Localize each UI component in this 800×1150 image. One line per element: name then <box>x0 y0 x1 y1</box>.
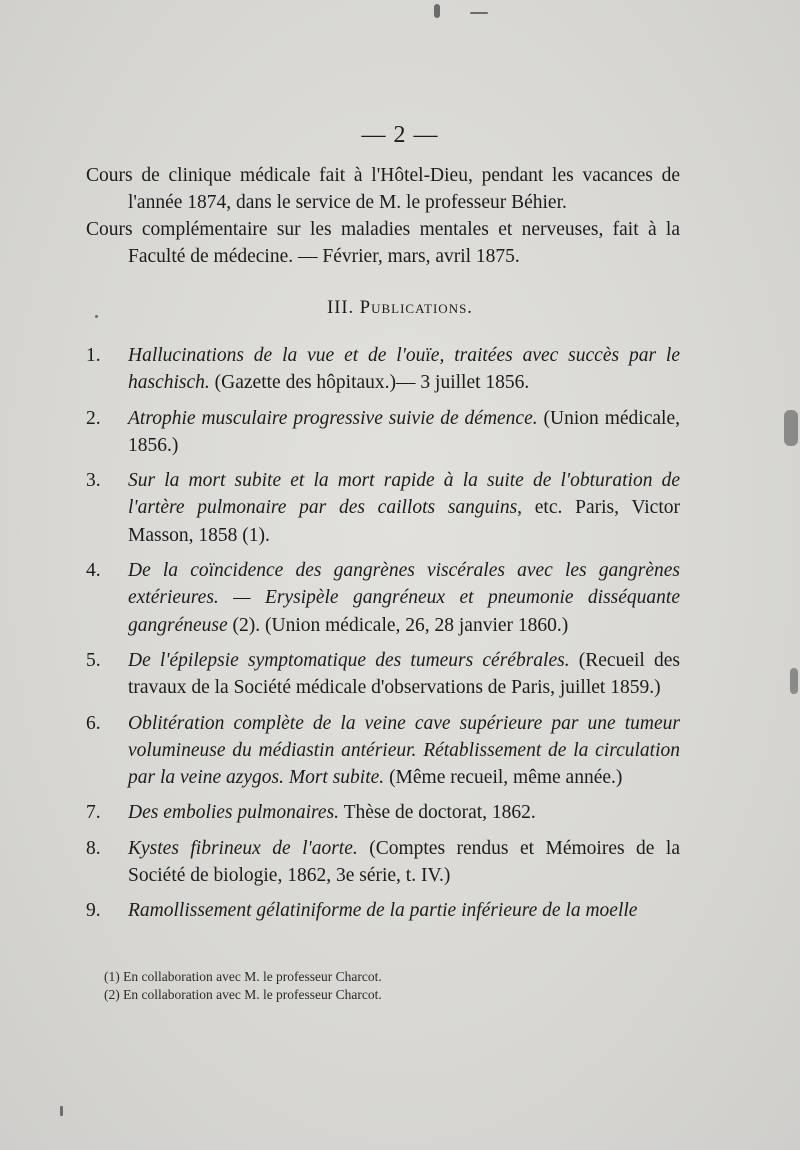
publication-number: 6. <box>86 712 101 734</box>
publication-title: Kystes fibrineux de l'aorte. <box>128 837 358 859</box>
scan-speck <box>470 12 488 14</box>
publication-source: (Même recueil, même année.) <box>384 767 623 789</box>
publication-title: Atrophie musculaire progressive suivie de démence. <box>128 407 538 429</box>
publication-source: (Recueil des travaux de la Société médicale d'observations de Paris, juillet 1859.) <box>128 649 680 699</box>
course-entry-hotel-dieu: Cours de clinique médicale fait à l'Hôtel-Dieu, pendant les vacances de l'année 1874, dans le service de M. le professeur Béhier. <box>86 165 680 213</box>
publication-title: Sur la mort subite et la mort rapide à la suite de l'obturation de l'artère pulmonaire par des caillots sanguins, <box>128 470 680 519</box>
publication-source: Thèse de doctorat, 1862. <box>339 802 536 824</box>
course-entry-faculte: Cours complémentaire sur les maladies mentales et nerveuses, fait à la Faculté de médecine. — Février, mars, avril 1875. <box>86 219 680 267</box>
publication-item <box>86 835 680 890</box>
publication-title: Hallucinations de la vue et de l'ouïe, traitées avec succès par le haschisch. <box>128 345 680 394</box>
publication-source: (Comptes rendus et Mémoires de la Société de biologie, 1862, 3e série, t. IV.) <box>128 837 680 887</box>
publication-item <box>86 342 680 397</box>
publication-item <box>86 897 680 924</box>
scan-speck <box>95 315 98 318</box>
section-title: Publications. <box>359 298 473 318</box>
publication-title: Ramollissement gélatiniforme de la partie inférieure de la moelle <box>128 900 638 922</box>
publication-source: (2). (Union médicale, 26, 28 janvier 1860.) <box>227 614 569 636</box>
publication-item <box>86 467 680 549</box>
publication-number: 3. <box>86 470 101 492</box>
section-number: III. <box>327 298 355 318</box>
publication-number: 1. <box>86 345 101 366</box>
publication-number: 7. <box>86 802 101 824</box>
publication-item <box>86 405 680 460</box>
footnote-1: (1) En collaboration avec M. le professeur Charcot. <box>104 969 382 984</box>
publication-title: Oblitération complète de la veine cave supérieure par une tumeur volumineuse du médiastin antérieur. Rétablissement de la circulation par la veine azygos. Mort subite. <box>128 712 680 789</box>
publication-item <box>86 557 680 639</box>
publication-source: (Gazette des hôpitaux.)— 3 juillet 1856. <box>209 372 530 394</box>
scan-speck <box>790 668 798 694</box>
publication-title: De l'épilepsie symptomatique des tumeurs cérébrales. <box>128 649 570 671</box>
publication-item <box>86 799 680 826</box>
section-heading <box>0 298 800 319</box>
scan-speck <box>60 1106 63 1116</box>
footnotes <box>104 968 664 1004</box>
publication-number: 5. <box>86 649 101 671</box>
publication-title: Des embolies pulmonaires. <box>128 802 340 824</box>
teaching-continuation <box>86 162 680 270</box>
page-number: — 2 — <box>361 122 439 148</box>
publication-number: 9. <box>86 900 101 922</box>
scan-speck <box>434 4 440 18</box>
publication-source: (Union médicale, 1856.) <box>128 407 680 456</box>
footnote-2: (2) En collaboration avec M. le professeur Charcot. <box>104 987 382 1002</box>
publication-item <box>86 710 680 792</box>
publication-number: 2. <box>86 407 101 429</box>
publication-title: De la coïncidence des gangrènes viscérales avec les gangrènes extérieures. — Erysipèle gangréneux et pneumonie disséquante gangréneuse <box>128 560 680 636</box>
scan-speck <box>784 410 798 446</box>
publication-list <box>86 342 680 933</box>
publication-item <box>86 647 680 702</box>
publication-source: etc. Paris, Victor Masson, 1858 (1). <box>128 497 680 546</box>
publication-number: 8. <box>86 837 101 859</box>
publication-number: 4. <box>86 560 101 582</box>
